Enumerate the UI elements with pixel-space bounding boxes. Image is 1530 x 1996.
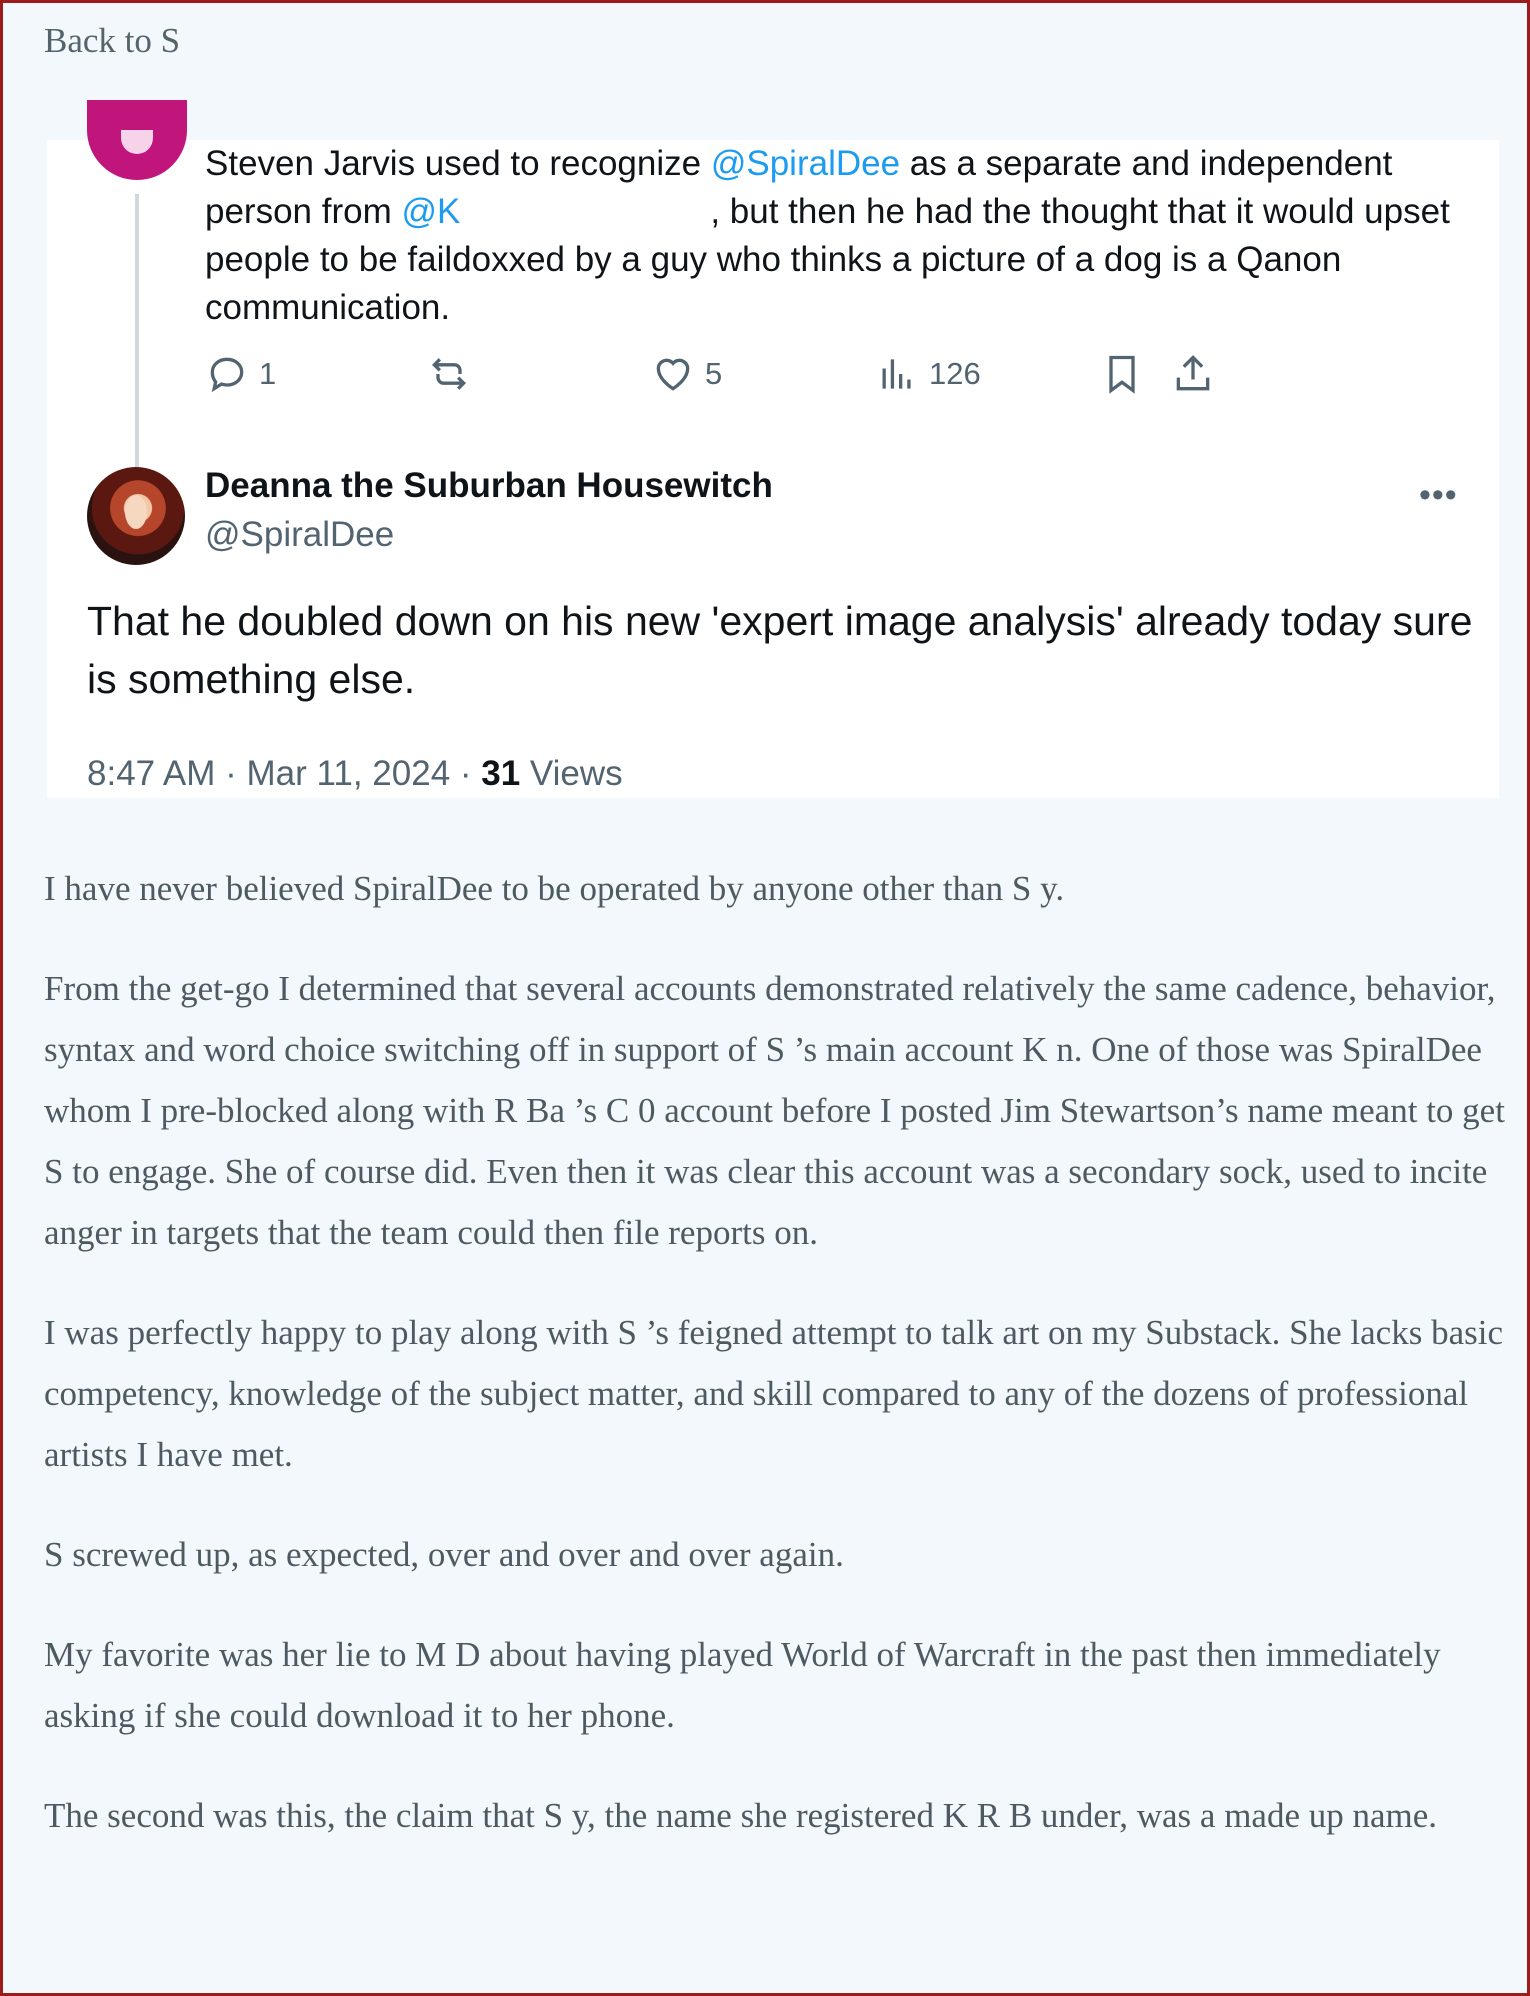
bookmark-icon — [1100, 352, 1144, 396]
repost-button[interactable] — [427, 352, 471, 396]
analytics-icon — [875, 352, 919, 396]
tweet-view-count: 31 — [481, 754, 521, 793]
paragraph: From the get-go I determined that several accounts demonstrated relatively the same cadence, behavior, syntax and word choice switching off in support of S ’s main account K n. One of those was SpiralDee whom I pre-blocked along with R Ba ’s C 0 account before I posted Jim Stewartson’s name meant to get S to engage. She of course did. Even then it was clear this account was a secondary sock, used to incite anger in targets that the team could then file reports on. — [44, 969, 1505, 1252]
heart-icon — [651, 352, 695, 396]
paragraph: I was perfectly happy to play along with S ’s feigned attempt to talk art on my Substack. She lacks basic competency, knowledge of the subject matter, and skill compared to any of the dozens of professional artists I have met. — [44, 1313, 1503, 1474]
like-button[interactable] — [651, 352, 722, 396]
tweet-metadata — [87, 754, 623, 794]
tweet-action-bar — [205, 352, 1505, 402]
paragraph: S screwed up, as expected, over and over and over again. — [44, 1535, 844, 1574]
tweet-timestamp[interactable]: 8:47 AM · Mar 11, 2024 · — [87, 754, 482, 793]
reply-button[interactable] — [205, 352, 276, 396]
redaction-block — [460, 193, 710, 223]
like-count: 5 — [705, 356, 723, 391]
share-button[interactable] — [1171, 352, 1215, 396]
paragraph: The second was this, the claim that S y, the name she registered K R B under, was a made up name. — [44, 1796, 1438, 1835]
repost-icon — [427, 352, 471, 396]
reply-count: 1 — [259, 356, 277, 391]
paragraph: I have never believed SpiralDee to be operated by anyone other than S y. — [44, 869, 1065, 908]
embedded-tweet-screenshot — [47, 140, 1499, 798]
paragraph: My favorite was her lie to M D about having played World of Warcraft in the past then immediately asking if she could download it to her phone. — [44, 1635, 1441, 1735]
tweet-text: That he doubled down on his new 'expert image analysis' already today sure is something else. — [87, 598, 1473, 702]
more-options-icon[interactable]: ••• — [1419, 476, 1458, 514]
bookmark-button[interactable] — [1100, 352, 1144, 396]
share-icon — [1171, 352, 1215, 396]
article-body — [44, 858, 1514, 1885]
parent-tweet-text: Steven Jarvis used to recognize @SpiralDee as a separate and independent person from @K , but then he had the thought that it would upset people to be faildoxxed by a guy who thinks a picture of a dog is a Qanon communication. — [205, 144, 1450, 327]
author-avatar[interactable] — [87, 467, 185, 565]
mention-spiraldee[interactable]: @SpiralDee — [710, 144, 901, 183]
parent-avatar — [87, 100, 187, 180]
mention-redacted[interactable]: @K — [401, 192, 461, 231]
back-link[interactable]: Back to S — [44, 21, 181, 60]
views-button[interactable] — [875, 352, 981, 396]
tweet-views-label: Views — [520, 754, 623, 793]
reply-icon — [205, 352, 249, 396]
view-count: 126 — [929, 356, 981, 391]
thread-line — [135, 194, 139, 474]
author-name[interactable]: Deanna the Suburban Housewitch — [205, 466, 773, 505]
author-handle[interactable]: @SpiralDee — [205, 515, 395, 554]
